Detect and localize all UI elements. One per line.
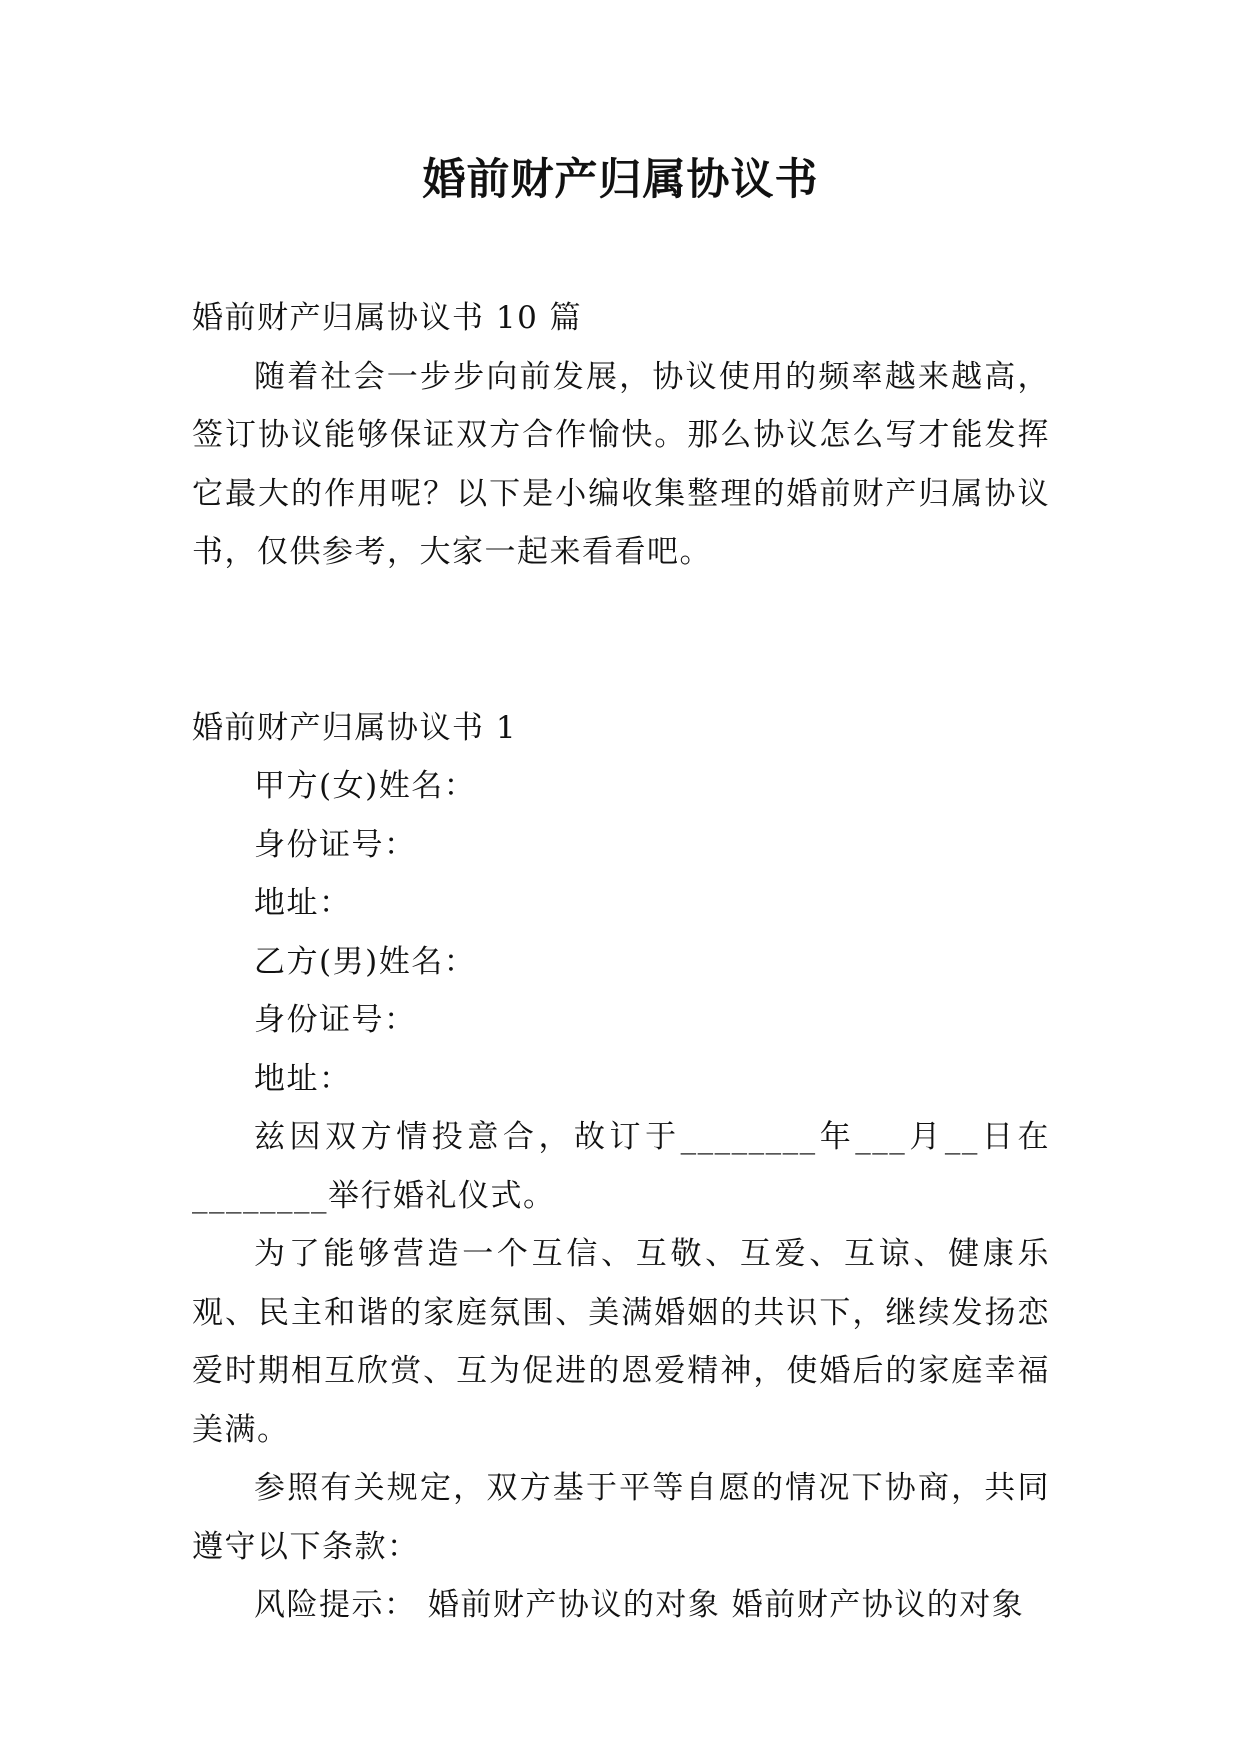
party-a-id-label: 身份证号： xyxy=(254,826,417,863)
intro-paragraph: 随着社会一步步向前发展，协议使用的频率越来越高，签订协议能够保证双方合作愉快。那么协议怎么写才能发挥它最大的作用呢？以下是小编收集整理的婚前财产归属协议书，仅供参考，大家一起来看看吧。 xyxy=(192,358,1050,570)
party-b-id-label: 身份证号： xyxy=(254,1002,417,1038)
marriage-clause: 兹因双方情投意合，故订于________年___月__日在________举行婚礼仪式。 xyxy=(192,1119,1050,1214)
section-heading: 婚前财产归属协议书 1 xyxy=(192,709,518,746)
purpose-paragraph: 为了能够营造一个互信、互敬、互爱、互谅、健康乐观、民主和谐的家庭氛围、美满婚姻的共识下，继续发扬恋爱时期相互欣赏、互为促进的恩爱精神，使婚后的家庭幸福美满。 xyxy=(192,1236,1050,1448)
document-body xyxy=(192,289,1050,1635)
risk-warning-line: 风险提示： 婚前财产协议的对象 婚前财产协议的对象 xyxy=(254,1587,1025,1623)
intro-heading: 婚前财产归属协议书 10 篇 xyxy=(192,300,583,336)
basis-paragraph: 参照有关规定，双方基于平等自愿的情况下协商，共同遵守以下条款： xyxy=(192,1470,1050,1565)
party-b-name-label: 乙方(男)姓名： xyxy=(254,943,477,980)
party-b-address-label: 地址： xyxy=(254,1060,352,1097)
party-a-address-label: 地址： xyxy=(254,885,352,921)
party-a-name-label: 甲方(女)姓名： xyxy=(254,768,477,804)
document-title: 婚前财产归属协议书 xyxy=(422,155,819,205)
